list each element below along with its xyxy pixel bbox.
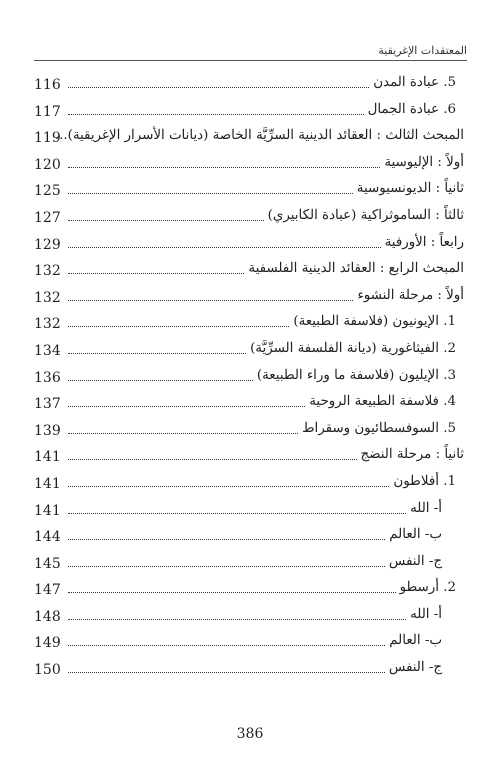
toc-entry-title: ثانياً : مرحلة النضج: [360, 447, 464, 463]
toc-entry[interactable]: [34, 336, 464, 363]
dot-leader: [68, 486, 389, 487]
toc-entry-page: 120: [34, 156, 61, 173]
dot-leader: [68, 167, 380, 168]
toc-entry-page: 125: [34, 183, 61, 200]
toc-entry-title: ج- النفس: [388, 553, 442, 569]
toc-entry-page: 137: [34, 396, 61, 413]
toc-entry[interactable]: [34, 97, 464, 124]
dot-leader: [68, 380, 253, 381]
toc-entry[interactable]: [34, 283, 464, 310]
toc-entry-title: 3. الإيليون (فلاسفة ما وراء الطبيعة): [256, 367, 456, 383]
toc-entry[interactable]: [34, 655, 464, 682]
toc-entry[interactable]: [34, 70, 464, 97]
running-header: المعتقدات الإغريقية: [378, 44, 467, 57]
toc-entry-title: أولاً : مرحلة النشوء: [357, 287, 464, 303]
toc-entry-title: 5. عبادة المدن: [373, 75, 456, 90]
toc-entry-page: 150: [34, 662, 61, 679]
toc-entry-title: 2. الفيثاغورية (ديانة الفلسفة السرِّيَّة): [250, 340, 456, 356]
dot-leader: [68, 193, 353, 194]
toc-entry[interactable]: [34, 522, 464, 549]
toc-entry-title: المبحث الثالث : العقائد الدينية السرِّيَّة الخاصة (ديانات الأسرار الإغريقية)...: [54, 128, 464, 144]
toc-entry-title: ج- النفس: [388, 660, 442, 676]
toc-entry[interactable]: [34, 469, 464, 496]
toc-entry[interactable]: [34, 309, 464, 336]
dot-leader: [68, 406, 305, 407]
toc-entry[interactable]: [34, 389, 464, 416]
toc-entry-page: 136: [34, 369, 61, 386]
toc-entry-title: ب- العالم: [389, 527, 442, 543]
toc-entry-title: ب- العالم: [389, 633, 442, 649]
toc-entry-title: 5. السوفسطائيون وسقراط: [302, 420, 456, 436]
toc-entry-title: أ- الله: [410, 606, 442, 622]
dot-leader: [68, 273, 244, 274]
dot-leader: [68, 645, 385, 646]
dot-leader: [68, 247, 381, 248]
dot-leader: [68, 114, 364, 115]
dot-leader: [68, 619, 406, 620]
header-rule: [34, 60, 467, 61]
dot-leader: [68, 326, 289, 327]
toc-entry[interactable]: [34, 549, 464, 576]
dot-leader: [68, 87, 369, 88]
toc-entry-page: 132: [34, 316, 61, 333]
toc-entry[interactable]: [34, 203, 464, 230]
toc-entry-title: 2. أرسطو: [399, 580, 456, 596]
toc-entry-page: 117: [34, 103, 61, 120]
toc-entry-title: أولاً : الإليوسية: [384, 154, 464, 170]
toc-entry-page: 147: [34, 582, 61, 599]
toc-entry-page: 144: [34, 529, 61, 546]
dot-leader: [68, 592, 396, 593]
toc-entry-page: 148: [34, 608, 61, 625]
toc-entry-page: 141: [34, 475, 61, 492]
toc-entry-page: 149: [34, 635, 61, 652]
table-of-contents: [34, 70, 464, 682]
toc-entry-title: رابعاً : الأورفية: [384, 234, 464, 250]
toc-entry[interactable]: [34, 628, 464, 655]
toc-entry-page: 145: [34, 555, 61, 572]
toc-entry-title: ثالثاً : الساموثراكية (عبادة الكابيري): [267, 207, 464, 223]
toc-entry[interactable]: [34, 442, 464, 469]
dot-leader: [68, 220, 264, 221]
toc-entry-title: ثانياً : الديونسيوسية: [356, 181, 464, 197]
page-number: 386: [236, 726, 264, 742]
toc-entry-page: 119: [34, 130, 61, 147]
toc-entry-title: 4. فلاسفة الطبيعة الروحية: [309, 394, 456, 410]
toc-entry[interactable]: [34, 256, 464, 283]
toc-entry-page: 129: [34, 236, 61, 253]
toc-entry-page: 127: [34, 209, 61, 226]
dot-leader: [68, 459, 357, 460]
toc-entry[interactable]: [34, 416, 464, 443]
toc-entry[interactable]: [34, 123, 464, 150]
dot-leader: [68, 353, 246, 354]
toc-entry-title: المبحث الرابع : العقائد الدينية الفلسفية: [248, 261, 464, 277]
toc-entry-page: 139: [34, 422, 61, 439]
toc-entry[interactable]: [34, 496, 464, 523]
toc-entry-page: 132: [34, 289, 61, 306]
toc-entry[interactable]: [34, 575, 464, 602]
toc-entry[interactable]: [34, 602, 464, 629]
toc-entry-title: 1. الإيونيون (فلاسفة الطبيعة): [293, 314, 456, 330]
toc-entry[interactable]: [34, 363, 464, 390]
dot-leader: [68, 433, 298, 434]
toc-entry-page: 134: [34, 342, 61, 359]
toc-entry[interactable]: [34, 176, 464, 203]
dot-leader: [68, 539, 385, 540]
dot-leader: [68, 513, 406, 514]
toc-entry-page: 132: [34, 263, 61, 280]
toc-entry-page: 116: [34, 77, 61, 93]
toc-entry-page: 141: [34, 449, 61, 466]
toc-entry[interactable]: [34, 150, 464, 177]
dot-leader: [68, 300, 353, 301]
toc-entry[interactable]: [34, 230, 464, 257]
toc-entry-page: 141: [34, 502, 61, 519]
dot-leader: [68, 566, 385, 567]
toc-entry-title: 1. أفلاطون: [393, 473, 456, 489]
toc-entry-title: 6. عبادة الجمال: [367, 101, 456, 117]
toc-entry-title: أ- الله: [410, 500, 442, 516]
dot-leader: [68, 672, 385, 673]
